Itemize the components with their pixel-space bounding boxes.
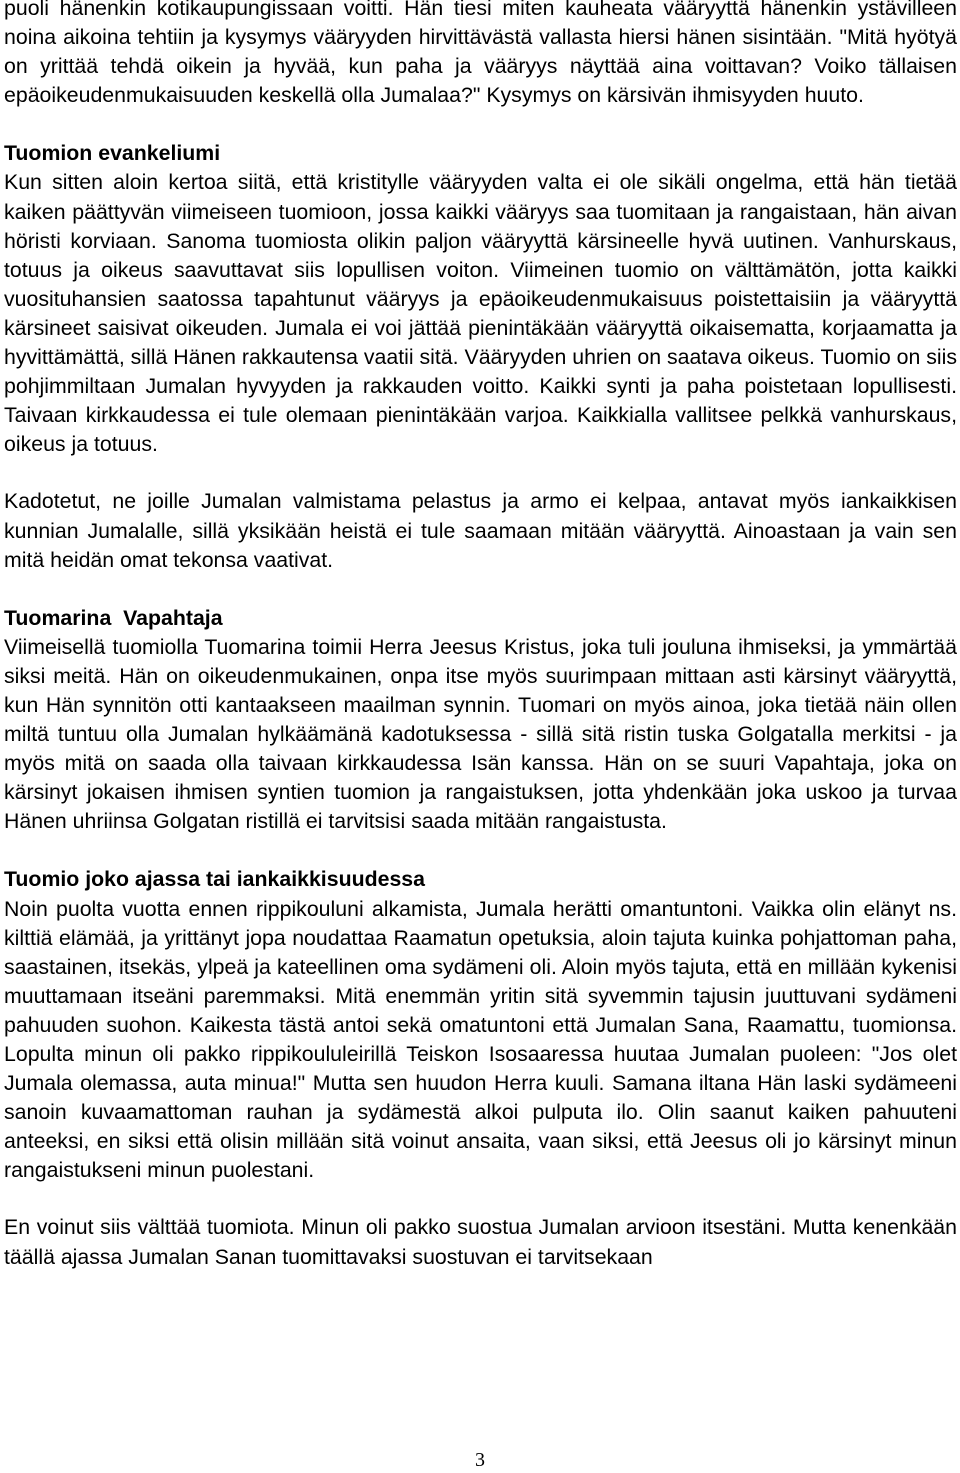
section-heading-tuomio-joko-ajassa: Tuomio joko ajassa tai iankaikkisuudessa xyxy=(4,867,425,892)
body-paragraph: Kadotetut, ne joille Jumalan valmistama pelastus ja armo ei kelpaa, antavat myös iankaikkisen kunnian Jumalalle, sillä yksikään heistä ei tule saamaan mitään vääryyttä. Ainoastaan ja vain sen mitä heidän omat tekonsa vaativat. xyxy=(4,489,957,572)
body-paragraph: Kun sitten aloin kertoa siitä, että kristitylle vääryyden valta ei ole sikäli ongelma, että hän tietää kaiken päättyvän viimeiseen tuomioon, jossa kaikki vääryys saa tuomitaan ja rangaistaan, hän aivan höristi korviaan. Sanoma tuomiosta olikin paljon vääryyttä kärsineelle hyvä uutinen. Vanhurskaus, totuus ja oikeus saavuttavat siis lopullisen voiton. Viimeinen tuomio on välttämätön, jotta kaikki vuosituhansien saatossa tapahtunut vääryys ja epäoikeudenmukaisuus poistettaisiin ja vääryyttä kärsineet saisivat oikeuden. Jumala ei voi jättää pienintäkään vääryyttä oikaisematta, korjaamatta ja hyvittämättä, sillä Hänen rakkautensa vaatii sitä. Vääryyden uhrien on saatava oikeus. Tuomio on siis pohjimmiltaan Jumalan hyvyyden ja rakkauden voitto. Kaikki synti ja paha poistetaan lopullisesti. Taivaan kirkkaudessa ei tule olemaan pienintäkään varjoa. Kaikkialla vallitsee pelkkä vanhurskaus, oikeus ja totuus. xyxy=(4,170,957,457)
section-heading-tuomion-evankeliumi: Tuomion evankeliumi xyxy=(4,141,221,166)
body-paragraph: Noin puolta vuotta ennen rippikouluni alkamista, Jumala herätti omantuntoni. Vaikka olin elänyt ns. kilttiä elämää, ja yrittänyt jopa noudattaa Raamatun opetuksia, aloin tajuta kuinka pohjattoman paha, saastainen, itsekäs, ylpeä ja kateellinen oma sydämeni oli. Aloin myös tajuta, että en millään kykenisi muuttamaan itseäni paremmaksi. Mitä enemmän yritin sitä syvemmin tajusin juuttuvani sydämeni pahuuden suohon. Kaikesta tästä antoi sekä omatuntoni että Jumalan Sana, Raamattu, tuomionsa. Lopulta minun oli pakko rippikoululeirillä Teiskon Isosaaressa huutaa Jumalan puoleen: "Jos olet Jumala olemassa, auta minua!" Mutta sen huudon Herra kuuli. Samana iltana Hän laski sydämeeni sanoin kuvaamattoman rauhan ja sydämestä alkoi pulputa ilo. Olin saanut kaiken pahuuteni anteeksi, en siksi että olisin millään sitä voinut ansaita, vaan siksi, että Jeesus oli jo kärsinyt minun rangaistukseni minun puolestani. xyxy=(4,896,957,1183)
body-paragraph: En voinut siis välttää tuomiota. Minun oli pakko suostua Jumalan arvioon itsestäni. Mutta kenenkään täällä ajassa Jumalan Sanan tuomittavaksi suostuvan ei tarvitsekaan xyxy=(4,1215,957,1269)
document-page xyxy=(4,0,957,1272)
intro-paragraph: puoli hänenkin kotikaupungissaan voitti. Hän tiesi miten kauheata vääryyttä hänenkin ystävilleen noina aikoina tehtiin ja kysymys vääryyden hirvittävästä vallasta hiersi hänen sisintään. "Mitä hyötyä on yrittää tehdä oikein ja hyvää, kun paha ja vääryys näyttää aina voittavan? Voiko tällaisen epäoikeudenmukaisuuden keskellä olla Jumalaa?" Kysymys on kärsivän ihmisyyden huuto. xyxy=(4,0,957,108)
body-paragraph: Viimeisellä tuomiolla Tuomarina toimii Herra Jeesus Kristus, joka tuli jouluna ihmiseksi, ja ymmärtää siksi meitä. Hän on oikeudenmukainen, onpa itse myös suurimpaan mittaan asti kärsinyt vääryyttä, kun Hän synnitön otti kantaakseen maailman synnin. Tuomari on myös ainoa, joka tietää näin ollen miltä tuntuu olla Jumalan hylkäämänä kadotuksessa - sillä sitä ristin tuska Golgatalla merkitsi - ja myös mitä on saada olla taivaan kirkkaudessa Isän kanssa. Hän on se suuri Vapahtaja, joka on kärsinyt jokaisen ihmisen syntien tuomion ja rangaistuksen, jotta yhdenkään joka uskoo ja turvaa Hänen uhriinsa Golgatan ristillä ei tarvitsisi saada mitään rangaistusta. xyxy=(4,634,957,834)
page-number: 3 xyxy=(475,1449,485,1471)
section-heading-tuomarina-vapahtaja: Tuomarina Vapahtaja xyxy=(4,605,223,630)
